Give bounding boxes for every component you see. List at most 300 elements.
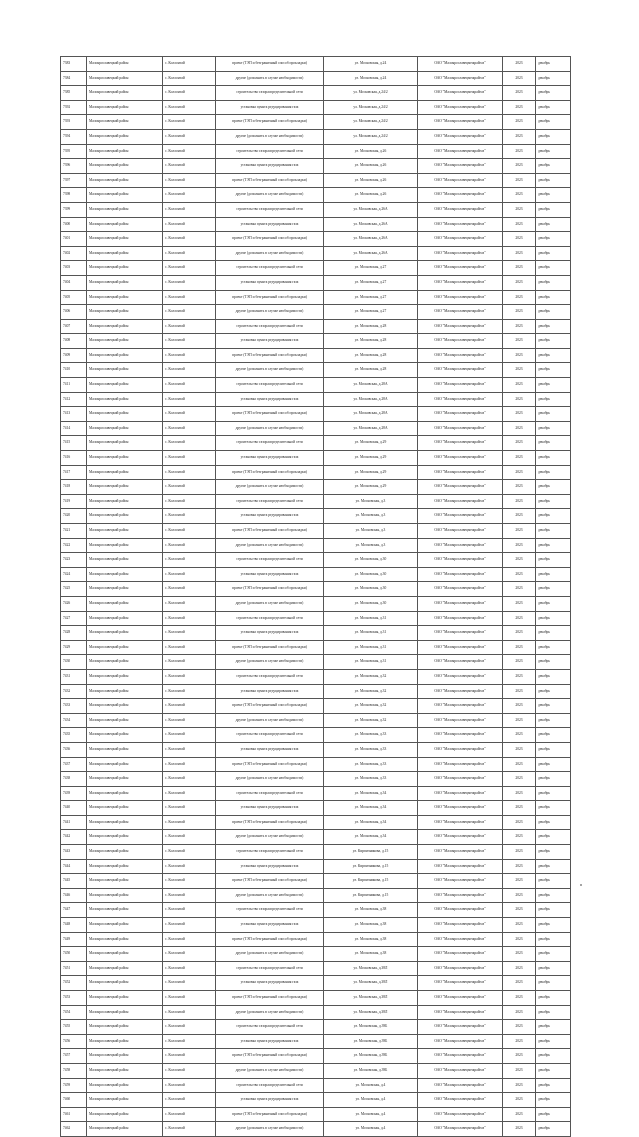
organization-cell: ОАО "Малоярославецмежрайгаз" [418, 305, 503, 320]
work-type-cell: установка пункта редуцирования газа [216, 1093, 324, 1108]
year-cell: 2023 [503, 553, 536, 568]
address-cell: ул. Кирпичникова, д.15 [324, 888, 418, 903]
table-row [61, 611, 571, 626]
work-type-cell: проект (ТЭП и безграничный способ прокладки) [216, 115, 324, 130]
work-type-cell: проект (ТЭП и безграничный способ прокладки) [216, 524, 324, 539]
settlement-cell: с. Коллонтай [163, 976, 216, 991]
district-cell: Малоярославецкий район [87, 1049, 163, 1064]
year-cell: 2023 [503, 830, 536, 845]
month-cell: декабрь [536, 363, 571, 378]
year-cell: 2023 [503, 772, 536, 787]
table-row [61, 232, 571, 247]
address-cell: ул. Московская, д.39Б [324, 1063, 418, 1078]
table-row [61, 261, 571, 276]
work-type-cell: другие (дополнить в случае необходимости) [216, 655, 324, 670]
month-cell: декабрь [536, 874, 571, 889]
row-number-cell: 7420 [61, 509, 87, 524]
address-cell: ул. Московская, д.34 [324, 801, 418, 816]
year-cell: 2023 [503, 1034, 536, 1049]
address-cell: ул. Московская, д.3 [324, 494, 418, 509]
settlement-cell: с. Коллонтай [163, 640, 216, 655]
month-cell: декабрь [536, 188, 571, 203]
row-number-cell: 7430 [61, 655, 87, 670]
organization-cell: ОАО "Малоярославецмежрайгаз" [418, 845, 503, 860]
address-cell: ул. Московская, д.32 [324, 713, 418, 728]
district-cell: Малоярославецкий район [87, 932, 163, 947]
work-type-cell: другие (дополнить в случае необходимости) [216, 1122, 324, 1137]
district-cell: Малоярославецкий район [87, 261, 163, 276]
address-cell: ул. Московская, д.28 [324, 363, 418, 378]
organization-cell: ОАО "Малоярославецмежрайгаз" [418, 742, 503, 757]
address-cell: ул. Московская, д.26А [324, 217, 418, 232]
district-cell: Малоярославецкий район [87, 100, 163, 115]
work-type-cell: проект (ТЭП и безграничный способ прокладки) [216, 582, 324, 597]
table-row [61, 830, 571, 845]
work-type-cell: другие (дополнить в случае необходимости) [216, 596, 324, 611]
district-cell: Малоярославецкий район [87, 538, 163, 553]
work-type-cell: проект (ТЭП и безграничный способ прокладки) [216, 407, 324, 422]
district-cell: Малоярославецкий район [87, 378, 163, 393]
district-cell: Малоярославецкий район [87, 188, 163, 203]
row-number-cell: 7412 [61, 392, 87, 407]
settlement-cell: с. Коллонтай [163, 57, 216, 72]
row-number-cell: 7419 [61, 494, 87, 509]
address-cell: ул. Московская, д.28 [324, 334, 418, 349]
table-row [61, 465, 571, 480]
organization-cell: ОАО "Малоярославецмежрайгаз" [418, 480, 503, 495]
table-row [61, 100, 571, 115]
district-cell: Малоярославецкий район [87, 232, 163, 247]
table-row [61, 1122, 571, 1137]
address-cell: ул. Московская, д.32 [324, 684, 418, 699]
year-cell: 2023 [503, 407, 536, 422]
organization-cell: ОАО "Малоярославецмежрайгаз" [418, 553, 503, 568]
district-cell: Малоярославецкий район [87, 305, 163, 320]
address-cell: ул. Московская, д.31 [324, 611, 418, 626]
table-row [61, 159, 571, 174]
month-cell: декабрь [536, 1005, 571, 1020]
address-cell: ул. Московская, д.30 [324, 582, 418, 597]
organization-cell: ОАО "Малоярославецмежрайгаз" [418, 436, 503, 451]
district-cell: Малоярославецкий район [87, 699, 163, 714]
table-row [61, 363, 571, 378]
work-type-cell: строительство газораспределительной сети [216, 961, 324, 976]
address-cell: ул. Московская, д.30 [324, 596, 418, 611]
district-cell: Малоярославецкий район [87, 976, 163, 991]
month-cell: декабрь [536, 1063, 571, 1078]
month-cell: декабрь [536, 173, 571, 188]
work-type-cell: другие (дополнить в случае необходимости) [216, 129, 324, 144]
row-number-cell: 7431 [61, 669, 87, 684]
settlement-cell: с. Коллонтай [163, 903, 216, 918]
settlement-cell: с. Коллонтай [163, 538, 216, 553]
address-cell: ул. Московская, д.29 [324, 451, 418, 466]
month-cell: декабрь [536, 859, 571, 874]
year-cell: 2023 [503, 480, 536, 495]
row-number-cell: 7396 [61, 159, 87, 174]
work-type-cell: строительство газораспределительной сети [216, 845, 324, 860]
table-row [61, 407, 571, 422]
address-cell: ул. Московская, д.39Б [324, 1049, 418, 1064]
year-cell: 2023 [503, 742, 536, 757]
organization-cell: ОАО "Малоярославецмежрайгаз" [418, 567, 503, 582]
table-row [61, 392, 571, 407]
table-row [61, 772, 571, 787]
year-cell: 2023 [503, 567, 536, 582]
month-cell: декабрь [536, 947, 571, 962]
settlement-cell: с. Коллонтай [163, 217, 216, 232]
address-cell: ул. Московская, д.4 [324, 1093, 418, 1108]
year-cell: 2023 [503, 421, 536, 436]
district-cell: Малоярославецкий район [87, 801, 163, 816]
month-cell: декабрь [536, 553, 571, 568]
work-type-cell: установка пункта редуцирования газа [216, 392, 324, 407]
work-type-cell: другие (дополнить в случае необходимости) [216, 188, 324, 203]
work-type-cell: проект (ТЭП и безграничный способ прокладки) [216, 1107, 324, 1122]
row-number-cell: 7432 [61, 684, 87, 699]
settlement-cell: с. Коллонтай [163, 772, 216, 787]
month-cell: декабрь [536, 319, 571, 334]
year-cell: 2023 [503, 1020, 536, 1035]
month-cell: декабрь [536, 494, 571, 509]
month-cell: декабрь [536, 742, 571, 757]
organization-cell: ОАО "Малоярославецмежрайгаз" [418, 874, 503, 889]
month-cell: декабрь [536, 348, 571, 363]
table-row [61, 348, 571, 363]
month-cell: декабрь [536, 217, 571, 232]
organization-cell: ОАО "Малоярославецмежрайгаз" [418, 772, 503, 787]
scan-speck [580, 884, 582, 886]
address-cell: ул. Московская, д.28А [324, 378, 418, 393]
address-cell: ул. Московская, д.29 [324, 436, 418, 451]
address-cell: ул. Кирпичникова, д.15 [324, 845, 418, 860]
row-number-cell: 7438 [61, 772, 87, 787]
month-cell: декабрь [536, 786, 571, 801]
organization-cell: ОАО "Малоярославецмежрайгаз" [418, 129, 503, 144]
district-cell: Малоярославецкий район [87, 582, 163, 597]
table-row [61, 115, 571, 130]
work-type-cell: установка пункта редуцирования газа [216, 509, 324, 524]
row-number-cell: 7409 [61, 348, 87, 363]
organization-cell: ОАО "Малоярославецмежрайгаз" [418, 1093, 503, 1108]
row-number-cell: 7394 [61, 129, 87, 144]
year-cell: 2023 [503, 57, 536, 72]
address-cell: ул. Московская, д.28 [324, 319, 418, 334]
address-cell: ул. Московская, д.38 [324, 918, 418, 933]
row-number-cell: 7447 [61, 903, 87, 918]
year-cell: 2023 [503, 596, 536, 611]
address-cell: ул. Московская, д.32 [324, 699, 418, 714]
work-type-cell: другие (дополнить в случае необходимости) [216, 538, 324, 553]
row-number-cell: 7393 [61, 115, 87, 130]
district-cell: Малоярославецкий район [87, 903, 163, 918]
year-cell: 2023 [503, 436, 536, 451]
organization-cell: ОАО "Малоярославецмежрайгаз" [418, 669, 503, 684]
year-cell: 2023 [503, 100, 536, 115]
month-cell: декабрь [536, 903, 571, 918]
year-cell: 2023 [503, 1107, 536, 1122]
address-cell: ул. Московская, д.38Л [324, 961, 418, 976]
address-cell: ул. Московская, д.31 [324, 626, 418, 641]
work-type-cell: другие (дополнить в случае необходимости) [216, 1063, 324, 1078]
table-row [61, 1078, 571, 1093]
table-row [61, 129, 571, 144]
settlement-cell: с. Коллонтай [163, 596, 216, 611]
district-cell: Малоярославецкий район [87, 290, 163, 305]
address-cell: ул. Кирпичникова, д.15 [324, 859, 418, 874]
row-number-cell: 7453 [61, 991, 87, 1006]
settlement-cell: с. Коллонтай [163, 290, 216, 305]
organization-cell: ОАО "Малоярославецмежрайгаз" [418, 290, 503, 305]
work-type-cell: проект (ТЭП и безграничный способ прокладки) [216, 1049, 324, 1064]
organization-cell: ОАО "Малоярославецмежрайгаз" [418, 524, 503, 539]
address-cell: ул. Московская, д.39Б [324, 1020, 418, 1035]
address-cell: ул. Московская, д.34 [324, 815, 418, 830]
row-number-cell: 7422 [61, 538, 87, 553]
district-cell: Малоярославецкий район [87, 961, 163, 976]
row-number-cell: 7441 [61, 815, 87, 830]
table-row [61, 71, 571, 86]
address-cell: ул. Московская, д.28 [324, 348, 418, 363]
address-cell: ул. Московская, д.26 [324, 144, 418, 159]
work-type-cell: проект (ТЭП и безграничный способ прокладки) [216, 232, 324, 247]
row-number-cell: 7456 [61, 1034, 87, 1049]
year-cell: 2023 [503, 465, 536, 480]
organization-cell: ОАО "Малоярославецмежрайгаз" [418, 976, 503, 991]
year-cell: 2023 [503, 538, 536, 553]
settlement-cell: с. Коллонтай [163, 932, 216, 947]
year-cell: 2023 [503, 144, 536, 159]
organization-cell: ОАО "Малоярославецмежрайгаз" [418, 640, 503, 655]
address-cell: ул. Московская, д.27 [324, 305, 418, 320]
year-cell: 2023 [503, 115, 536, 130]
year-cell: 2023 [503, 290, 536, 305]
organization-cell: ОАО "Малоярославецмежрайгаз" [418, 348, 503, 363]
table-row [61, 859, 571, 874]
table-row [61, 582, 571, 597]
month-cell: декабрь [536, 611, 571, 626]
settlement-cell: с. Коллонтай [163, 626, 216, 641]
work-type-cell: другие (дополнить в случае необходимости) [216, 246, 324, 261]
settlement-cell: с. Коллонтай [163, 786, 216, 801]
organization-cell: ОАО "Малоярославецмежрайгаз" [418, 1078, 503, 1093]
settlement-cell: с. Коллонтай [163, 1107, 216, 1122]
month-cell: декабрь [536, 582, 571, 597]
district-cell: Малоярославецкий район [87, 173, 163, 188]
table-row [61, 845, 571, 860]
month-cell: декабрь [536, 961, 571, 976]
settlement-cell: с. Коллонтай [163, 728, 216, 743]
settlement-cell: с. Коллонтай [163, 684, 216, 699]
month-cell: декабрь [536, 801, 571, 816]
month-cell: декабрь [536, 596, 571, 611]
row-number-cell: 7455 [61, 1020, 87, 1035]
month-cell: декабрь [536, 1107, 571, 1122]
district-cell: Малоярославецкий район [87, 129, 163, 144]
settlement-cell: с. Коллонтай [163, 305, 216, 320]
table-row [61, 421, 571, 436]
row-number-cell: 7448 [61, 918, 87, 933]
organization-cell: ОАО "Малоярославецмежрайгаз" [418, 363, 503, 378]
year-cell: 2023 [503, 961, 536, 976]
row-number-cell: 7451 [61, 961, 87, 976]
row-number-cell: 7461 [61, 1107, 87, 1122]
address-cell: ул. Московская, д.26А [324, 246, 418, 261]
year-cell: 2023 [503, 815, 536, 830]
table-row [61, 757, 571, 772]
organization-cell: ОАО "Малоярославецмежрайгаз" [418, 918, 503, 933]
settlement-cell: с. Коллонтай [163, 830, 216, 845]
settlement-cell: с. Коллонтай [163, 757, 216, 772]
organization-cell: ОАО "Малоярославецмежрайгаз" [418, 903, 503, 918]
year-cell: 2023 [503, 494, 536, 509]
district-cell: Малоярославецкий район [87, 363, 163, 378]
organization-cell: ОАО "Малоярославецмежрайгаз" [418, 275, 503, 290]
address-cell: ул. Московская, д.4 [324, 1107, 418, 1122]
year-cell: 2023 [503, 173, 536, 188]
year-cell: 2023 [503, 378, 536, 393]
month-cell: декабрь [536, 626, 571, 641]
table-row [61, 1020, 571, 1035]
month-cell: декабрь [536, 129, 571, 144]
table-row [61, 451, 571, 466]
settlement-cell: с. Коллонтай [163, 524, 216, 539]
work-type-cell: проект (ТЭП и безграничный способ прокладки) [216, 932, 324, 947]
year-cell: 2023 [503, 392, 536, 407]
row-number-cell: 7401 [61, 232, 87, 247]
district-cell: Малоярославецкий район [87, 728, 163, 743]
organization-cell: ОАО "Малоярославецмежрайгаз" [418, 932, 503, 947]
row-number-cell: 7407 [61, 319, 87, 334]
month-cell: декабрь [536, 888, 571, 903]
settlement-cell: с. Коллонтай [163, 859, 216, 874]
table-row [61, 713, 571, 728]
district-cell: Малоярославецкий район [87, 845, 163, 860]
district-cell: Малоярославецкий район [87, 524, 163, 539]
month-cell: декабрь [536, 392, 571, 407]
district-cell: Малоярославецкий район [87, 421, 163, 436]
row-number-cell: 7462 [61, 1122, 87, 1137]
organization-cell: ОАО "Малоярославецмежрайгаз" [418, 188, 503, 203]
month-cell: декабрь [536, 669, 571, 684]
settlement-cell: с. Коллонтай [163, 918, 216, 933]
row-number-cell: 7403 [61, 261, 87, 276]
district-cell: Малоярославецкий район [87, 202, 163, 217]
organization-cell: ОАО "Малоярославецмежрайгаз" [418, 1122, 503, 1137]
year-cell: 2023 [503, 319, 536, 334]
month-cell: декабрь [536, 451, 571, 466]
address-cell: ул. Кирпичникова, д.15 [324, 874, 418, 889]
work-type-cell: другие (дополнить в случае необходимости) [216, 947, 324, 962]
settlement-cell: с. Коллонтай [163, 801, 216, 816]
month-cell: декабрь [536, 1020, 571, 1035]
district-cell: Малоярославецкий район [87, 991, 163, 1006]
organization-cell: ОАО "Малоярославецмежрайгаз" [418, 859, 503, 874]
settlement-cell: с. Коллонтай [163, 669, 216, 684]
organization-cell: ОАО "Малоярославецмежрайгаз" [418, 378, 503, 393]
month-cell: декабрь [536, 976, 571, 991]
address-cell: ул. Московская, д.38Л [324, 1005, 418, 1020]
settlement-cell: с. Коллонтай [163, 202, 216, 217]
work-type-cell: установка пункта редуцирования газа [216, 275, 324, 290]
organization-cell: ОАО "Малоярославецмежрайгаз" [418, 596, 503, 611]
organization-cell: ОАО "Малоярославецмежрайгаз" [418, 699, 503, 714]
year-cell: 2023 [503, 640, 536, 655]
month-cell: декабрь [536, 159, 571, 174]
year-cell: 2023 [503, 188, 536, 203]
district-cell: Малоярославецкий район [87, 757, 163, 772]
organization-cell: ОАО "Малоярославецмежрайгаз" [418, 1005, 503, 1020]
month-cell: декабрь [536, 991, 571, 1006]
month-cell: декабрь [536, 261, 571, 276]
row-number-cell: 7416 [61, 451, 87, 466]
settlement-cell: с. Коллонтай [163, 947, 216, 962]
year-cell: 2023 [503, 129, 536, 144]
work-type-cell: строительство газораспределительной сети [216, 378, 324, 393]
year-cell: 2023 [503, 874, 536, 889]
district-cell: Малоярославецкий район [87, 509, 163, 524]
settlement-cell: с. Коллонтай [163, 582, 216, 597]
month-cell: декабрь [536, 246, 571, 261]
row-number-cell: 7444 [61, 859, 87, 874]
year-cell: 2023 [503, 202, 536, 217]
district-cell: Малоярославецкий район [87, 888, 163, 903]
row-number-cell: 7402 [61, 246, 87, 261]
table-row [61, 275, 571, 290]
settlement-cell: с. Коллонтай [163, 232, 216, 247]
table-row [61, 888, 571, 903]
table-row [61, 932, 571, 947]
year-cell: 2023 [503, 1049, 536, 1064]
month-cell: декабрь [536, 918, 571, 933]
row-number-cell: 7442 [61, 830, 87, 845]
district-cell: Малоярославецкий район [87, 786, 163, 801]
table-row [61, 246, 571, 261]
district-cell: Малоярославецкий район [87, 684, 163, 699]
organization-cell: ОАО "Малоярославецмежрайгаз" [418, 757, 503, 772]
year-cell: 2023 [503, 859, 536, 874]
table-row [61, 1034, 571, 1049]
address-cell: ул. Московская, д.38 [324, 932, 418, 947]
table-row [61, 494, 571, 509]
row-number-cell: 7425 [61, 582, 87, 597]
row-number-cell: 7458 [61, 1063, 87, 1078]
address-cell: ул. Московская, д.29 [324, 480, 418, 495]
year-cell: 2023 [503, 1078, 536, 1093]
month-cell: декабрь [536, 1093, 571, 1108]
year-cell: 2023 [503, 275, 536, 290]
row-number-cell: 7418 [61, 480, 87, 495]
district-cell: Малоярославецкий район [87, 246, 163, 261]
address-cell: ул. Московская, д.28А [324, 407, 418, 422]
table-row [61, 202, 571, 217]
organization-cell: ОАО "Малоярославецмежрайгаз" [418, 465, 503, 480]
year-cell: 2023 [503, 1063, 536, 1078]
organization-cell: ОАО "Малоярославецмежрайгаз" [418, 421, 503, 436]
row-number-cell: 7440 [61, 801, 87, 816]
table-row [61, 699, 571, 714]
district-cell: Малоярославецкий район [87, 57, 163, 72]
district-cell: Малоярославецкий район [87, 713, 163, 728]
settlement-cell: с. Коллонтай [163, 421, 216, 436]
year-cell: 2023 [503, 611, 536, 626]
work-type-cell: строительство газораспределительной сети [216, 202, 324, 217]
district-cell: Малоярославецкий район [87, 1034, 163, 1049]
district-cell: Малоярославецкий район [87, 494, 163, 509]
work-type-cell: строительство газораспределительной сети [216, 1078, 324, 1093]
address-cell: ул. Московская, д.26 [324, 188, 418, 203]
district-cell: Малоярославецкий район [87, 640, 163, 655]
